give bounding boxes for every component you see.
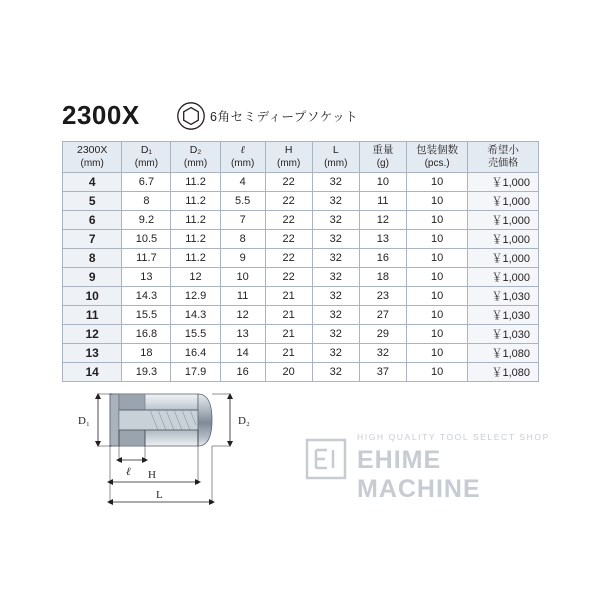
- column-header-l-small: ℓ (mm): [220, 142, 265, 173]
- cell-h: 22: [265, 173, 312, 192]
- cell-l-small: 9: [220, 249, 265, 268]
- cell-d1: 18: [122, 344, 171, 363]
- cell-size: 5: [63, 192, 122, 211]
- cell-pack-qty: 10: [406, 268, 467, 287]
- cell-l-small: 14: [220, 344, 265, 363]
- cell-l-small: 7: [220, 211, 265, 230]
- cell-weight: 27: [359, 306, 406, 325]
- cell-h: 22: [265, 249, 312, 268]
- cell-weight: 23: [359, 287, 406, 306]
- cell-pack-qty: 10: [406, 287, 467, 306]
- cell-size: 13: [63, 344, 122, 363]
- cell-weight: 12: [359, 211, 406, 230]
- cell-size: 8: [63, 249, 122, 268]
- cell-pack-qty: 10: [406, 306, 467, 325]
- table-row: [63, 192, 539, 211]
- cell-d2: 11.2: [171, 249, 220, 268]
- cell-size: 14: [63, 363, 122, 382]
- cell-size: 9: [63, 268, 122, 287]
- cell-weight: 11: [359, 192, 406, 211]
- dimension-d1: [95, 393, 112, 447]
- cell-pack-qty: 10: [406, 344, 467, 363]
- cell-length: 32: [312, 211, 359, 230]
- cell-d1: 14.3: [122, 287, 171, 306]
- cell-weight: 13: [359, 230, 406, 249]
- cell-d1: 19.3: [122, 363, 171, 382]
- cell-price: ￥1,030: [468, 306, 539, 325]
- cell-l-small: 16: [220, 363, 265, 382]
- column-header-d2: D₂ (mm): [171, 142, 220, 173]
- cell-price: ￥1,000: [468, 230, 539, 249]
- product-type-label: 6角セミディープソケット: [210, 110, 359, 124]
- cell-length: 32: [312, 306, 359, 325]
- watermark-brand-name: EHIME MACHINE: [357, 446, 481, 503]
- column-header-weight: 重量 (g): [359, 142, 406, 173]
- table-row: [63, 249, 539, 268]
- cell-size: 6: [63, 211, 122, 230]
- cell-d2: 11.2: [171, 192, 220, 211]
- cell-h: 21: [265, 306, 312, 325]
- cell-price: ￥1,030: [468, 325, 539, 344]
- cell-d1: 13: [122, 268, 171, 287]
- cell-length: 32: [312, 173, 359, 192]
- cell-d1: 8: [122, 192, 171, 211]
- cell-h: 21: [265, 287, 312, 306]
- dimension-diagram: [62, 372, 302, 517]
- column-header-length: L (mm): [312, 142, 359, 173]
- dimension-d2: [212, 393, 233, 447]
- cell-price: ￥1,000: [468, 173, 539, 192]
- cell-length: 32: [312, 268, 359, 287]
- table-row: [63, 230, 539, 249]
- cell-d1: 11.7: [122, 249, 171, 268]
- cell-d2: 11.2: [171, 211, 220, 230]
- column-header-price: 希望小 売価格: [468, 142, 539, 173]
- cell-weight: 10: [359, 173, 406, 192]
- cell-length: 32: [312, 287, 359, 306]
- cell-weight: 37: [359, 363, 406, 382]
- cell-length: 32: [312, 325, 359, 344]
- cell-h: 22: [265, 211, 312, 230]
- cell-size: 10: [63, 287, 122, 306]
- cell-d2: 14.3: [171, 306, 220, 325]
- cell-d2: 17.9: [171, 363, 220, 382]
- cell-d1: 6.7: [122, 173, 171, 192]
- cell-price: ￥1,080: [468, 344, 539, 363]
- cell-pack-qty: 10: [406, 192, 467, 211]
- cell-weight: 18: [359, 268, 406, 287]
- table-row: [63, 287, 539, 306]
- cell-d1: 16.8: [122, 325, 171, 344]
- cell-length: 32: [312, 230, 359, 249]
- column-header-h: H (mm): [265, 142, 312, 173]
- table-header-row: [63, 142, 539, 173]
- cell-pack-qty: 10: [406, 173, 467, 192]
- cell-l-small: 5.5: [220, 192, 265, 211]
- cell-l-small: 8: [220, 230, 265, 249]
- label-d2: D₂: [238, 415, 250, 427]
- specification-table: [62, 141, 539, 382]
- cell-l-small: 12: [220, 306, 265, 325]
- label-length: L: [156, 489, 163, 501]
- table-row: [63, 344, 539, 363]
- cell-size: 4: [63, 173, 122, 192]
- cell-d2: 16.4: [171, 344, 220, 363]
- cell-h: 21: [265, 344, 312, 363]
- cell-size: 7: [63, 230, 122, 249]
- cell-h: 21: [265, 325, 312, 344]
- label-l-small: ℓ: [126, 466, 131, 478]
- cell-l-small: 13: [220, 325, 265, 344]
- cell-pack-qty: 10: [406, 211, 467, 230]
- cell-price: ￥1,000: [468, 192, 539, 211]
- cell-h: 20: [265, 363, 312, 382]
- cell-d2: 15.5: [171, 325, 220, 344]
- cell-weight: 29: [359, 325, 406, 344]
- column-header-size: 2300X (mm): [63, 142, 122, 173]
- product-header: [62, 98, 542, 136]
- cell-h: 22: [265, 192, 312, 211]
- label-h: H: [148, 469, 156, 481]
- label-d1: D₁: [78, 415, 90, 427]
- cell-l-small: 11: [220, 287, 265, 306]
- cell-d1: 10.5: [122, 230, 171, 249]
- column-header-pack-qty: 包装個数 (pcs.): [406, 142, 467, 173]
- cell-price: ￥1,000: [468, 268, 539, 287]
- cell-pack-qty: 10: [406, 249, 467, 268]
- cell-d2: 11.2: [171, 230, 220, 249]
- cell-length: 32: [312, 363, 359, 382]
- table-row: [63, 325, 539, 344]
- socket-illustration: [110, 394, 212, 446]
- hex-socket-icon: [176, 101, 206, 136]
- cell-pack-qty: 10: [406, 230, 467, 249]
- cell-length: 32: [312, 249, 359, 268]
- table-row: [63, 306, 539, 325]
- cell-d2: 12: [171, 268, 220, 287]
- cell-length: 32: [312, 344, 359, 363]
- cell-price: ￥1,080: [468, 363, 539, 382]
- cell-weight: 32: [359, 344, 406, 363]
- ehime-machine-logo-icon: [305, 438, 347, 485]
- cell-size: 11: [63, 306, 122, 325]
- table-row: [63, 211, 539, 230]
- cell-price: ￥1,030: [468, 287, 539, 306]
- cell-pack-qty: 10: [406, 325, 467, 344]
- page-title: 2300X: [62, 100, 140, 130]
- cell-d1: 9.2: [122, 211, 171, 230]
- watermark: [305, 432, 555, 503]
- cell-length: 32: [312, 192, 359, 211]
- cell-h: 22: [265, 230, 312, 249]
- cell-price: ￥1,000: [468, 249, 539, 268]
- cell-l-small: 10: [220, 268, 265, 287]
- table-row: [63, 173, 539, 192]
- column-header-d1: D₁ (mm): [122, 142, 171, 173]
- cell-d1: 15.5: [122, 306, 171, 325]
- cell-d2: 12.9: [171, 287, 220, 306]
- cell-l-small: 4: [220, 173, 265, 192]
- cell-d2: 11.2: [171, 173, 220, 192]
- cell-weight: 16: [359, 249, 406, 268]
- cell-pack-qty: 10: [406, 363, 467, 382]
- table-row: [63, 268, 539, 287]
- cell-size: 12: [63, 325, 122, 344]
- cell-price: ￥1,000: [468, 211, 539, 230]
- cell-h: 22: [265, 268, 312, 287]
- watermark-tagline: HIGH QUALITY TOOL SELECT SHOP: [357, 432, 550, 442]
